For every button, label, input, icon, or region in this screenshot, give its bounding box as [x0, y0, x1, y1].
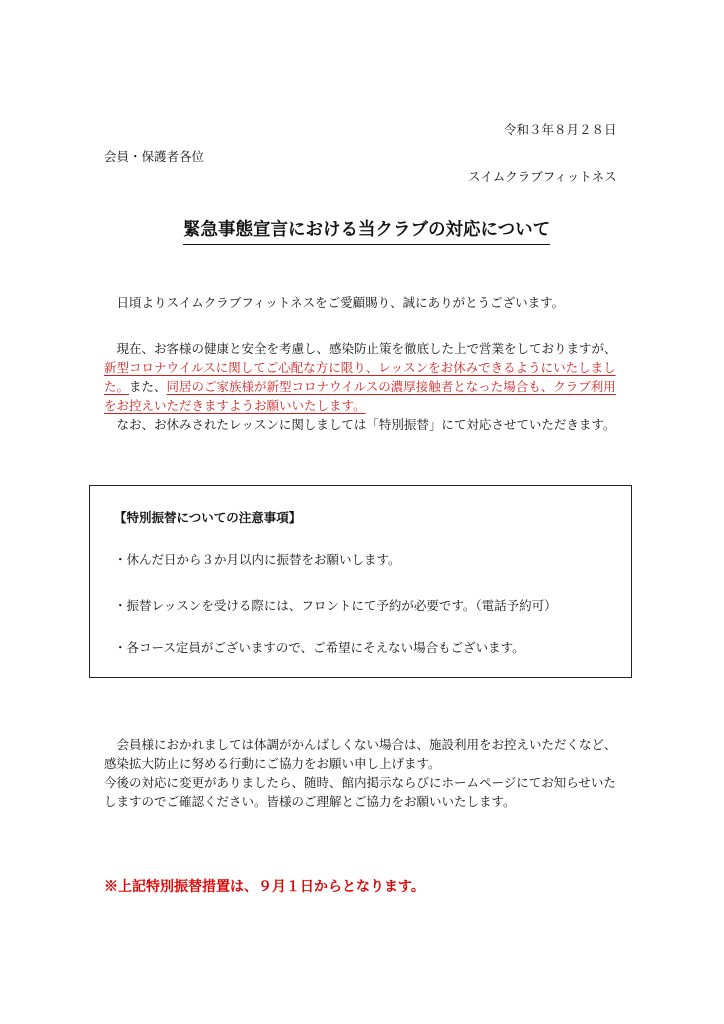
closing-paragraph — [104, 735, 624, 811]
document-title: 緊急事態宣言における当クラブの対応について — [183, 216, 550, 245]
sender-name: スイムクラブフィットネス — [468, 169, 617, 184]
greeting-paragraph: 日頃よりスイムクラブフィットネスをご愛顧賜り、誠にありがとうございます。 — [104, 295, 565, 310]
main-followup-text: なお、お休みされたレッスンに関しましては「特別振替」にて対応させていただきます。 — [104, 417, 616, 432]
recipient-line: 会員・保護者各位 — [104, 149, 205, 164]
notice-item: ・休んだ日から３か月以内に振替をお願いします。 — [114, 552, 401, 567]
closing-line-1: 会員様におかれましては体調がかんばしくない場合は、施設利用をお控えいただくなど、感染拡大防止に努める行動にご協力をお願い申し上げます。 — [104, 737, 617, 771]
closing-line-2: 今後の対応に変更がありましたら、随時、館内掲示ならびにホームページにてお知らせいたしますのでご確認ください。皆様のご理解とご協力をお願いいたします。 — [104, 775, 616, 809]
document-date: 令和３年８月２８日 — [504, 122, 617, 137]
notice-item: ・振替レッスンを受ける際には、フロントにて予約が必要です。（電話予約可） — [114, 598, 557, 613]
final-note: ※上記特別振替措置は、９月１日からとなります。 — [104, 879, 425, 895]
highlight-text-close-contact: 同居のご家族様が新型コロナウイルスの濃厚接触者となった場合も、クラブ利用をお控えいただきますようお願いいたします。 — [104, 379, 616, 413]
main-mid-text: また、 — [129, 379, 167, 394]
notice-box — [89, 485, 632, 678]
highlight-text-covid-concern: 新型コロナウイルスに関してご心配な方に限り、レッスンをお休みできるようにいたしました。 — [104, 360, 616, 394]
main-paragraph — [104, 339, 624, 434]
main-intro-text: 現在、お客様の健康と安全を考慮し、感染防止策を徹底した上で営業をしておりますが、 — [104, 341, 617, 356]
notice-item: ・各コース定員がございますので、ご希望にそえない場合もございます。 — [114, 640, 525, 655]
notice-heading: 【特別振替についての注意事項】 — [114, 510, 302, 525]
